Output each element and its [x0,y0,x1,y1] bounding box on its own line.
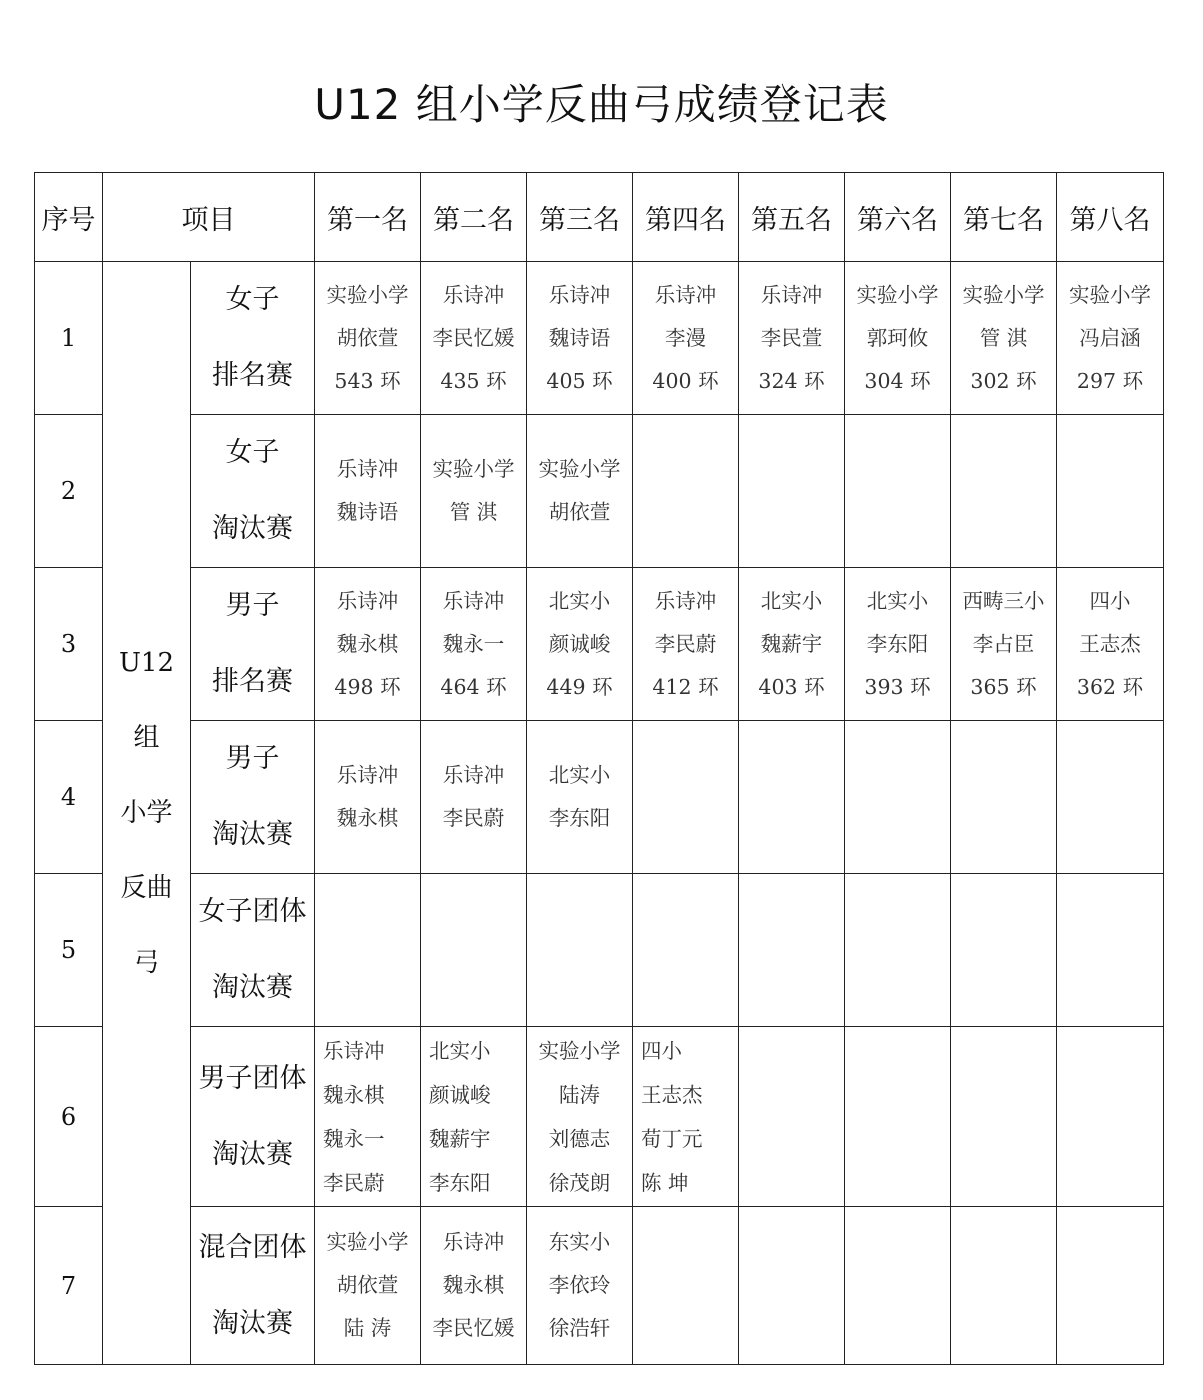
result-line: 403 环 [758,674,825,699]
result-cell [951,721,1057,874]
result-line: 乐诗冲 [442,282,505,307]
result-line: 李东阳 [866,631,929,656]
table-row [35,1207,1164,1365]
result-line: 胡依萱 [336,325,399,350]
result-line: 498 环 [334,674,401,699]
row-seq: 7 [35,1207,103,1365]
result-cell [421,1207,527,1365]
result-line: 365 环 [970,674,1037,699]
result-line: 乐诗冲 [336,457,399,481]
result-line: 李东阳 [429,1170,491,1195]
event-name [191,874,315,1027]
result-cell [527,721,633,874]
result-line: 412 环 [652,674,719,699]
event-name-line: 排名赛 [212,360,293,391]
result-line: 北实小 [429,1038,491,1063]
result-cell [421,568,527,721]
group-label-line: 小学 [120,797,173,828]
result-cell [739,262,845,415]
result-line: 魏诗语 [336,500,399,524]
result-line: 李民蔚 [442,806,505,830]
result-cell [633,415,739,568]
result-line: 管 淇 [979,325,1028,350]
result-cell [845,415,951,568]
result-line: 362 环 [1076,674,1144,699]
event-name-line: 混合团体 [198,1231,307,1263]
result-cell [1057,262,1164,415]
result-line: 郭珂攸 [866,325,929,350]
table-row [35,568,1164,721]
result-line: 乐诗冲 [323,1038,385,1063]
result-cell [315,568,421,721]
result-line: 陈 坤 [641,1170,689,1195]
result-line: 魏薪宇 [429,1126,491,1151]
event-name [191,568,315,721]
result-line: 李占臣 [972,631,1035,656]
result-cell [527,262,633,415]
result-cell [951,568,1057,721]
result-line: 北实小 [548,763,611,787]
result-line: 颜诚峻 [548,631,611,656]
result-line: 乐诗冲 [760,282,823,307]
score-table [34,172,1164,1365]
result-cell [845,874,951,1027]
result-line: 李民蔚 [323,1170,385,1195]
result-line: 王志杰 [1079,631,1141,656]
result-line: 李东阳 [548,806,611,830]
result-cell [421,262,527,415]
event-name-line: 淘汰赛 [212,513,293,544]
group-label-line: 弓 [133,947,160,978]
table-row [35,415,1164,568]
result-cell [1057,415,1164,568]
event-name-line: 男子团体 [198,1062,307,1094]
result-line: 实验小学 [326,282,409,307]
header-rank: 第五名 [739,173,845,262]
result-line: 297 环 [1076,368,1144,393]
result-line: 393 环 [864,674,931,699]
result-line: 实验小学 [326,1230,409,1254]
result-line: 荀丁元 [641,1126,703,1151]
result-line: 王志杰 [641,1082,703,1107]
table-row [35,1027,1164,1207]
event-name-line: 男子 [225,743,280,774]
page-title: U12 组小学反曲弓成绩登记表 [314,80,889,129]
result-line: 魏永棋 [442,1273,505,1297]
result-cell [527,568,633,721]
result-cell [315,415,421,568]
result-line: 实验小学 [432,457,515,481]
result-cell [1057,721,1164,874]
result-line: 李民萱 [760,325,823,350]
event-name [191,1207,315,1365]
event-name [191,1027,315,1207]
result-line: 实验小学 [856,282,939,307]
result-cell [315,1207,421,1365]
header-row [35,173,1164,262]
result-line: 实验小学 [538,457,621,481]
result-line: 魏永一 [323,1126,385,1151]
group-label [103,262,191,1365]
result-line: 乐诗冲 [654,588,717,613]
header-seq: 序号 [35,173,103,262]
result-line: 乐诗冲 [654,282,717,307]
event-name [191,415,315,568]
table-row [35,721,1164,874]
result-cell [951,1207,1057,1365]
result-line: 435 环 [440,368,507,393]
result-line: 四小 [1089,588,1131,613]
result-cell [845,1207,951,1365]
event-name-line: 淘汰赛 [212,972,293,1003]
result-cell [633,1207,739,1365]
table-row [35,262,1164,415]
row-seq: 4 [35,721,103,874]
result-line: 实验小学 [1069,282,1151,307]
result-line: 西畴三小 [962,588,1045,613]
result-cell [315,1027,421,1207]
result-cell [845,721,951,874]
result-cell [633,1027,739,1207]
result-cell [845,568,951,721]
result-line: 魏永棋 [323,1082,385,1107]
group-label-line: U12 组 [119,647,174,753]
result-cell [315,721,421,874]
result-cell [739,1027,845,1207]
result-line: 400 环 [652,368,719,393]
row-seq: 5 [35,874,103,1027]
result-line: 乐诗冲 [336,588,399,613]
result-cell [527,1027,633,1207]
event-name-line: 女子 [225,284,280,315]
result-line: 胡依萱 [548,500,611,524]
header-rank: 第七名 [951,173,1057,262]
event-name-line: 淘汰赛 [212,1307,293,1339]
result-cell [951,874,1057,1027]
result-cell [633,874,739,1027]
result-line: 徐茂朗 [548,1170,611,1195]
result-line: 冯启涵 [1079,325,1141,350]
result-line: 魏薪宇 [760,631,823,656]
result-cell [951,262,1057,415]
result-line: 北实小 [866,588,929,613]
row-seq: 2 [35,415,103,568]
result-cell [1057,874,1164,1027]
table-body [35,262,1164,1365]
result-line: 李依玲 [548,1273,611,1297]
result-line: 东实小 [548,1230,611,1254]
result-line: 实验小学 [538,1038,621,1063]
result-cell [633,721,739,874]
result-cell [633,262,739,415]
result-cell [739,568,845,721]
event-name [191,262,315,415]
header-item: 项目 [103,173,315,262]
result-line: 乐诗冲 [442,588,505,613]
result-cell [1057,568,1164,721]
header-rank: 第三名 [527,173,633,262]
result-cell [739,1207,845,1365]
row-seq: 6 [35,1027,103,1207]
result-cell [951,415,1057,568]
result-line: 李民蔚 [654,631,717,656]
result-cell [527,415,633,568]
result-cell [527,1207,633,1365]
result-line: 北实小 [548,588,611,613]
header-rank: 第八名 [1057,173,1164,262]
result-cell [421,415,527,568]
row-seq: 3 [35,568,103,721]
table-row [35,874,1164,1027]
result-line: 李民忆媛 [432,1316,515,1340]
result-cell [1057,1207,1164,1365]
result-line: 乐诗冲 [336,763,399,787]
event-name-line: 女子团体 [198,896,307,927]
result-line: 北实小 [760,588,823,613]
result-cell [739,415,845,568]
result-line: 四小 [641,1038,682,1063]
event-name-line: 男子 [225,590,280,621]
result-line: 胡依萱 [336,1273,399,1297]
result-line: 管 淇 [449,500,498,524]
result-line: 乐诗冲 [548,282,611,307]
result-line: 魏永棋 [336,806,399,830]
result-cell [845,262,951,415]
header-rank: 第四名 [633,173,739,262]
result-cell [527,874,633,1027]
header-rank: 第一名 [315,173,421,262]
result-cell [315,874,421,1027]
result-line: 乐诗冲 [442,1230,505,1254]
result-line: 李漫 [665,325,706,350]
result-cell [421,1027,527,1207]
event-name-line: 淘汰赛 [212,819,293,850]
result-cell [633,568,739,721]
event-name-line: 淘汰赛 [212,1138,293,1170]
result-cell [421,721,527,874]
result-line: 徐浩轩 [548,1316,611,1340]
result-cell [315,262,421,415]
group-label-line: 反曲 [120,872,173,903]
result-line: 543 环 [334,368,401,393]
result-line: 乐诗冲 [442,763,505,787]
result-line: 魏永棋 [336,631,399,656]
result-cell [951,1027,1057,1207]
result-line: 实验小学 [962,282,1045,307]
result-line: 刘德志 [548,1126,611,1151]
result-line: 陆涛 [559,1082,600,1107]
result-cell [1057,1027,1164,1207]
header-rank: 第六名 [845,173,951,262]
result-line: 李民忆媛 [432,325,515,350]
row-seq: 1 [35,262,103,415]
result-cell [845,1027,951,1207]
event-name-line: 女子 [225,437,280,468]
header-rank: 第二名 [421,173,527,262]
result-cell [739,874,845,1027]
result-line: 449 环 [546,674,613,699]
result-line: 324 环 [758,368,825,393]
result-line: 魏诗语 [548,325,611,350]
result-line: 304 环 [864,368,931,393]
result-line: 464 环 [440,674,507,699]
result-line: 陆 涛 [343,1316,392,1340]
result-line: 302 环 [970,368,1037,393]
result-line: 405 环 [546,368,613,393]
event-name-line: 排名赛 [212,666,293,697]
result-line: 颜诚峻 [429,1082,491,1107]
result-line: 魏永一 [442,631,505,656]
event-name [191,721,315,874]
result-cell [421,874,527,1027]
result-cell [739,721,845,874]
